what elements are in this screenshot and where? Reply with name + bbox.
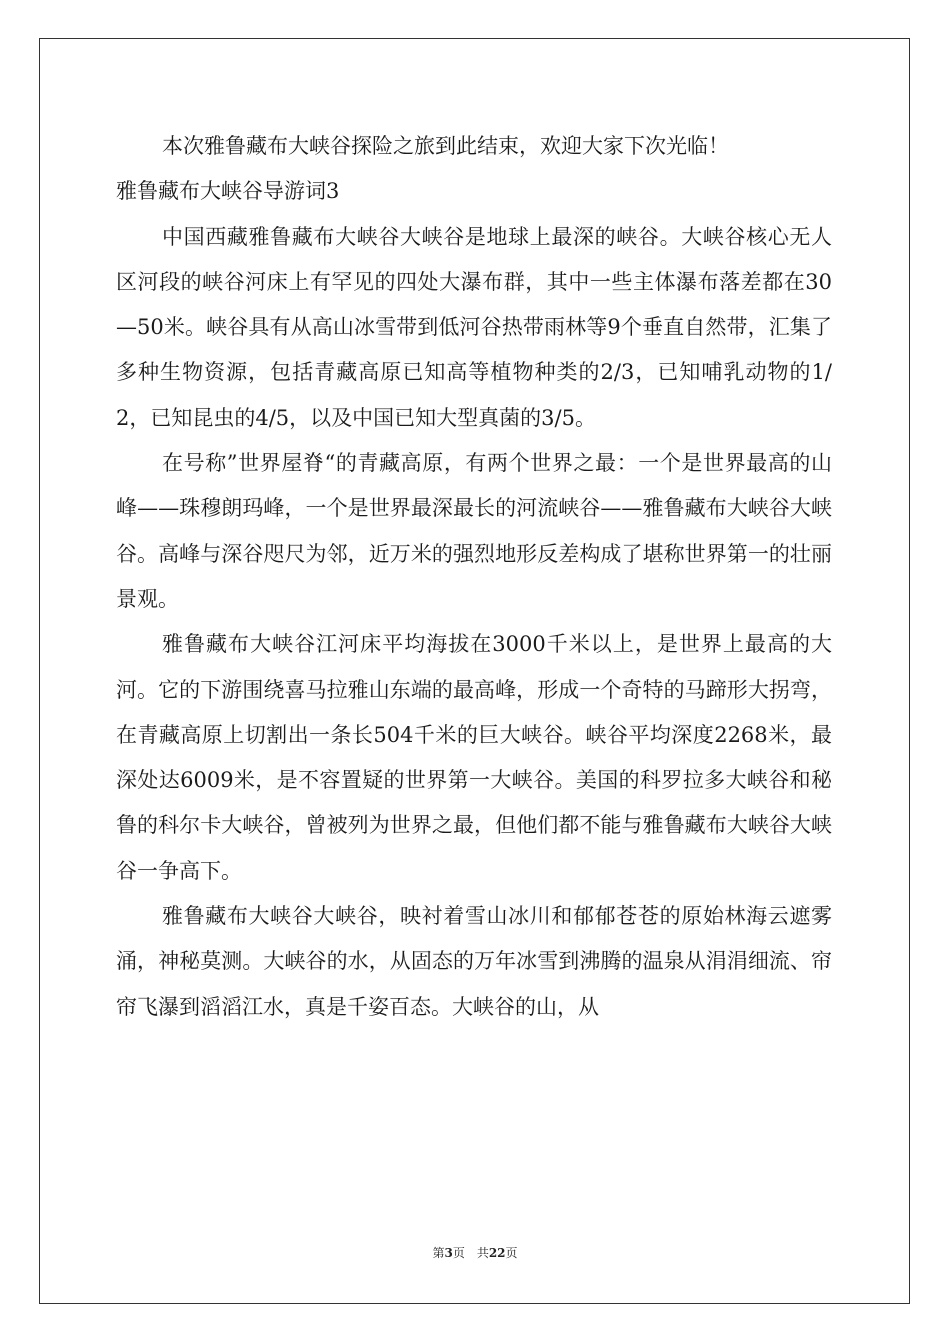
page-footer	[0, 1244, 950, 1261]
page-mid: 页 共	[452, 1246, 489, 1260]
page-current: 3	[444, 1246, 453, 1260]
paragraph-intro: 中国西藏雅鲁藏布大峡谷大峡谷是地球上最深的峡谷。大峡谷核心无人区河段的峡谷河床上有罕见的四处大瀑布群，其中一些主体瀑布落差都在30—50米。峡谷具有从高山冰雪带到低河谷热带雨林等9个垂直自然带，汇集了多种生物资源，包括青藏高原已知高等植物种类的2/3，已知哺乳动物的1/2，已知昆虫的4/5，以及中国已知大型真菌的3/5。	[116, 224, 832, 430]
document-body	[116, 124, 832, 1030]
paragraph-closing: 本次雅鲁藏布大峡谷探险之旅到此结束，欢迎大家下次光临！	[162, 134, 729, 158]
page-prefix: 第	[432, 1246, 445, 1260]
page-suffix: 页	[505, 1246, 518, 1260]
paragraph-landscape: 雅鲁藏布大峡谷大峡谷，映衬着雪山冰川和郁郁苍苍的原始林海云遮雾涌，神秘莫测。大峡谷的水，从固态的万年冰雪到沸腾的温泉从涓涓细流、帘帘飞瀑到滔滔江水，真是千姿百态。大峡谷的山，从	[116, 904, 832, 1019]
page-total: 22	[488, 1246, 506, 1260]
paragraph-roof-of-world: 在号称”世界屋脊“的青藏高原，有两个世界之最：一个是世界最高的山峰——珠穆朗玛峰，一个是世界最深最长的河流峡谷——雅鲁藏布大峡谷大峡谷。高峰与深谷咫尺为邻，近万米的强烈地形反差构成了堪称世界第一的壮丽景观。	[116, 451, 832, 611]
section-title: 雅鲁藏布大峡谷导游词3	[116, 179, 340, 204]
paragraph-riverbed: 雅鲁藏布大峡谷江河床平均海拔在3000千米以上，是世界上最高的大河。它的下游围绕喜马拉雅山东端的最高峰，形成一个奇特的马蹄形大拐弯，在青藏高原上切割出一条长504千米的巨大峡谷。峡谷平均深度2268米，最深处达6009米，是不容置疑的世界第一大峡谷。美国的科罗拉多大峡谷和秘鲁的科尔卡大峡谷，曾被列为世界之最，但他们都不能与雅鲁藏布大峡谷大峡谷一争高下。	[116, 632, 832, 883]
